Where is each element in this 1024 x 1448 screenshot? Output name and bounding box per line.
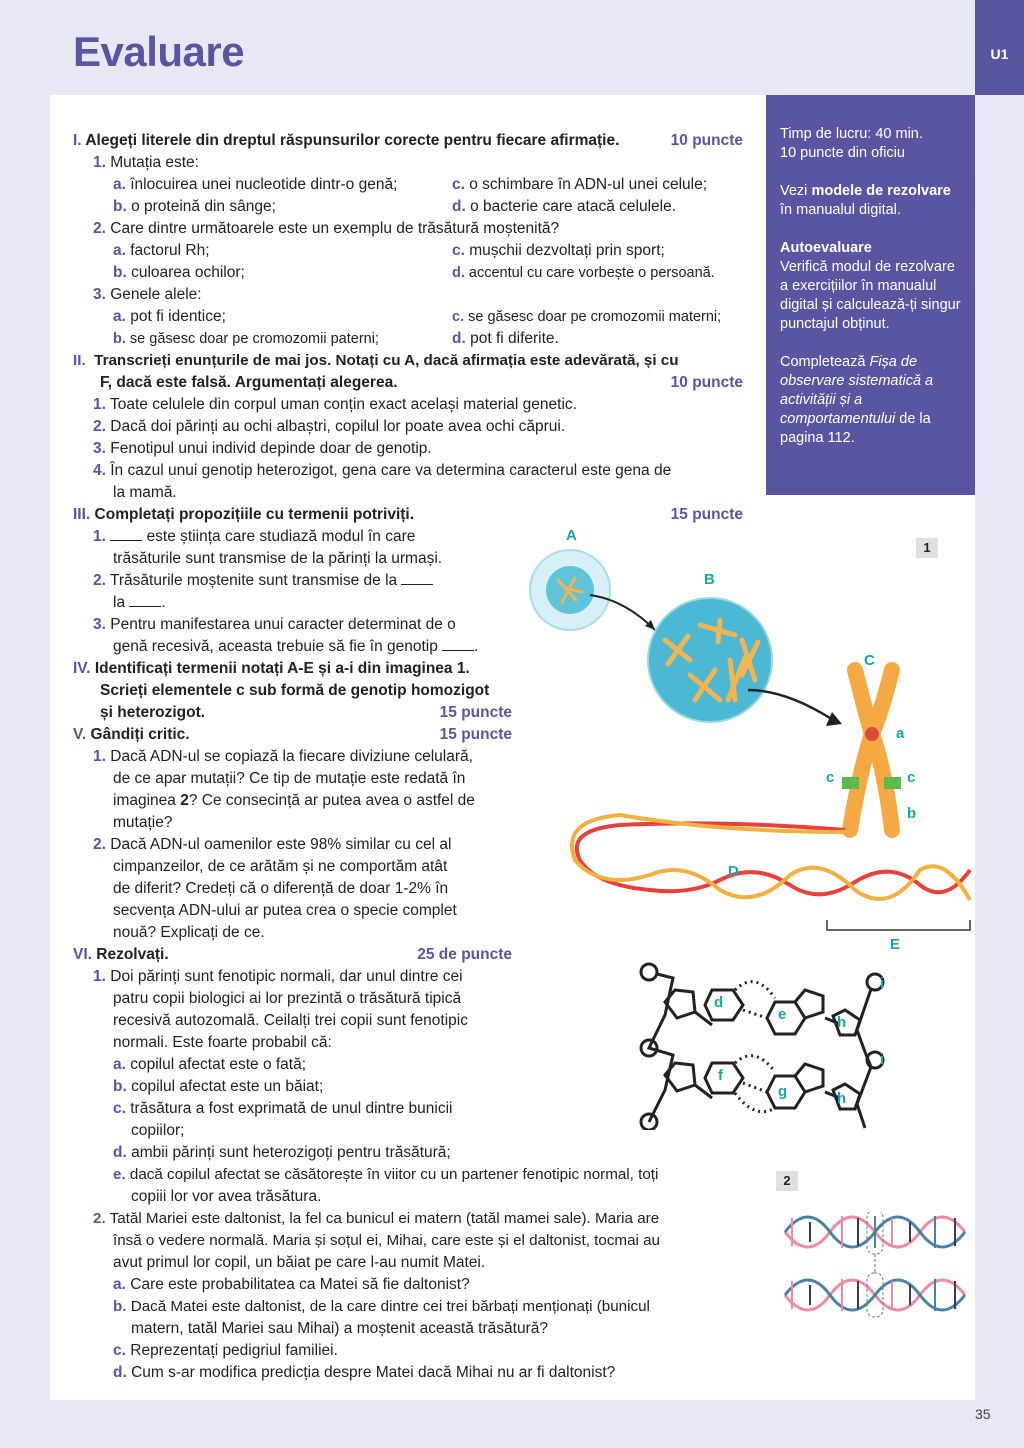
bracket-e [827,920,970,930]
s1-q1-c: c. o schimbare în ADN-ul unei celule; [452,176,708,193]
page-number: 35 [975,1406,991,1422]
unit-tab: U1 [975,0,1024,95]
chromosome [842,670,901,830]
s1-q2: 2. Care dintre următoarele este un exemplu de trăsătură moștenită? [93,220,560,237]
label-A: A [566,527,577,544]
info-sidebar [766,95,975,495]
label-C: C [864,652,875,669]
s6-q1-e-l2: copiii lor vor avea trăsătura. [131,1188,322,1205]
s3-q3: 3. Pentru manifestarea unui caracter determinat de o [93,616,456,633]
s1-q3-c: c. se găsesc doar pe cromozomii materni; [452,309,722,325]
s3-q3-l2: genă recesivă, aceasta trebuie să fie în genotip . [113,638,479,655]
s6-q1-d: d. ambii părinți sunt heterozigoți pentru trăsătură; [113,1144,451,1161]
s3-q2-l2: la . [113,594,166,611]
s2-item-3: 3. Fenotipul unui individ depinde doar de genotip. [93,440,432,457]
s1-q1-a: a. înlocuirea unei nucleotide dintr-o genă; [113,176,398,193]
section-5-heading: V. Gândiți critic. 15 puncte [73,726,512,743]
s5-q1-l4: mutație? [113,814,173,831]
time-info: Timp de lucru: 40 min. 10 puncte din oficiu [780,126,923,161]
s5-q1-l3: imaginea 2? Ce consecință ar putea avea o astfel de [113,792,475,809]
s1-q3: 3. Genele alele: [93,286,202,303]
s3-q1-l2: trăsăturile sunt transmise de la părinți la urmași. [113,550,443,567]
s1-q2-a: a. factorul Rh; [113,242,210,259]
s6-q1-l3: recesivă autozomală. Ceilalți trei copii sunt fenotipic [113,1012,468,1029]
s6-q1-b: b. copilul afectat este un băiat; [113,1078,324,1095]
section-4-heading: IV. Identificați termenii notați A-E și a-i din imaginea 1. [73,660,470,677]
s6-q2-d: d. Cum s-ar modifica predicția despre Matei dacă Mihai nu ar fi daltonist? [113,1364,616,1381]
s1-q1-d: d. o bacterie care atacă celulele. [452,198,677,215]
figure-2-dna-mutation [780,1212,970,1327]
gene-band-right [884,777,901,789]
nucleotide-pair-diagram [635,960,895,1130]
section-6-heading: VI. Rezolvați. 25 de puncte [73,946,512,963]
s6-q2: 2. Tatăl Mariei este daltonist, la fel ca bunicul ei matern (tatăl mamei sale). Maria are [93,1210,660,1227]
fill-info: Completează Fișa de observare sistematică a activității și a comportamentului de la pagina 112. [780,354,934,446]
label-E: E [890,936,901,953]
label-i-top: i [880,975,885,992]
s1-q2-d: d. accentul cu care vorbește o persoană. [452,265,715,281]
s6-q1-e: e. dacă copilul afectat se căsătorește în viitor cu un partener fenotipic normal, toți [113,1166,659,1183]
s6-q1: 1. Doi părinți sunt fenotipic normali, dar unul dintre cei [93,968,463,985]
figure-1-tag: 1 [916,538,938,558]
figure-2-tag: 2 [776,1171,798,1191]
s5-q2-l3: de diferit? Credeți că o diferență de doar 1-2% în [113,880,449,897]
s5-q2-l4: secvența ADN-ului ar putea crea o specie complet [113,902,457,919]
section-4-l2: Scrieți elementele c sub formă de genotip homozigot [100,682,490,699]
s3-q1: 1. este știința care studiază modul în care [93,528,416,545]
label-a: a [896,725,905,742]
s5-q1: 1. Dacă ADN-ul se copiază la fiecare diviziune celulară, [93,748,473,765]
s6-q2-l2: însă o vedere normală. Maria și soțul ei, Mihai, care este și el daltonist, tocmai au [113,1232,661,1249]
models-info: Vezi modele de rezolvare în manualul digital. [780,183,951,218]
s6-q1-c: c. trăsătura a fost exprimată de unul dintre bunicii [113,1100,453,1117]
label-c-left: c [826,769,835,786]
label-h-top: h [837,1014,847,1031]
centromere [865,727,879,741]
s5-q1-l2: de ce apar mutații? Ce tip de mutație este redată în [113,770,466,787]
section-1-heading: I. Alegeți literele din dreptul răspunsurilor corecte pentru fiecare afirmație. 10 puncte [73,132,743,149]
s6-q1-l2: patru copii biologici ai lor prezintă o trăsătură tipică [113,990,462,1007]
s6-q2-c: c. Reprezentați pedigriul familiei. [113,1342,338,1359]
label-D: D [728,863,739,880]
s1-q3-a: a. pot fi identice; [113,308,226,325]
s5-q2-l2: cimpanzeilor, de ce arătăm și ne comportăm atât [113,858,448,875]
label-d: d [714,994,724,1011]
label-e: e [778,1006,787,1023]
s5-q2: 2. Dacă ADN-ul oamenilor este 98% similar cu cel al [93,836,452,853]
dna-double-helix [572,815,970,900]
s1-q3-d: d. pot fi diferite. [452,330,559,347]
section-2-heading: II. Transcrieți enunțurile de mai jos. Notați cu A, dacă afirmația este adevărată, și cu [73,352,679,369]
label-i-bottom: i [880,1051,885,1068]
s1-q2-c: c. mușchii dezvoltați prin sport; [452,242,665,259]
s1-q1: 1. Mutația este: [93,154,199,171]
section-3-heading: III. Completați propozițiile cu termenii potriviți. 15 puncte [73,506,743,523]
s2-item-2: 2. Dacă doi părinți au ochi albaștri, copilul lor poate avea ochi căprui. [93,418,566,435]
page-title: Evaluare [73,28,245,75]
label-h-bottom: h [837,1090,847,1107]
label-b: b [907,805,917,822]
s3-q2: 2. Trăsăturile moștenite sunt transmise de la [93,570,433,592]
section-2-heading-l2: F, dacă este falsă. Argumentați alegerea. 10 puncte [100,374,743,391]
label-f: f [718,1067,723,1084]
figure-1-illustration [520,540,980,960]
s2-item-1: 1. Toate celulele din corpul uman conțin exact același material genetic. [93,396,577,413]
section-4-l3: și heterozigot. 15 puncte [100,704,512,721]
s6-q2-a: a. Care este probabilitatea ca Matei să fie daltonist? [113,1276,470,1293]
s6-q1-a: a. copilul afectat este o fată; [113,1056,307,1073]
s6-q1-l4: normali. Este foarte probabil că: [113,1034,332,1051]
s2-item-4-cont: la mamă. [113,484,177,501]
label-B: B [704,571,715,588]
s1-q3-b: b. se găsesc doar pe cromozomii paterni; [113,331,379,347]
s1-q2-b: b. culoarea ochilor; [113,264,245,281]
s6-q2-l3: avut primul lor copil, un băiat pe care l-au numit Matei. [113,1254,486,1271]
s5-q2-l5: nouă? Explicați de ce. [113,924,265,941]
label-c-right: c [907,769,916,786]
s6-q2-b-l2: matern, tatăl Mariei sau Mihai) a moștenit această trăsătură? [131,1320,548,1337]
self-eval-info: Autoevaluare Verifică modul de rezolvare a exercițiilor în manualul digital și calculează-ți singur punctajul obținut. [780,240,961,332]
gene-band-left [842,777,859,789]
cell-b [648,598,772,722]
s2-item-4: 4. În cazul unui genotip heterozigot, gena care va determina caracterul este gena de [93,462,672,479]
s1-q1-b: b. o proteină din sânge; [113,198,276,215]
s6-q1-c-l2: copiilor; [131,1122,185,1139]
label-g: g [778,1083,788,1100]
s6-q2-b: b. Dacă Matei este daltonist, de la care dintre cei trei bărbați menționați (bunicul [113,1298,650,1315]
